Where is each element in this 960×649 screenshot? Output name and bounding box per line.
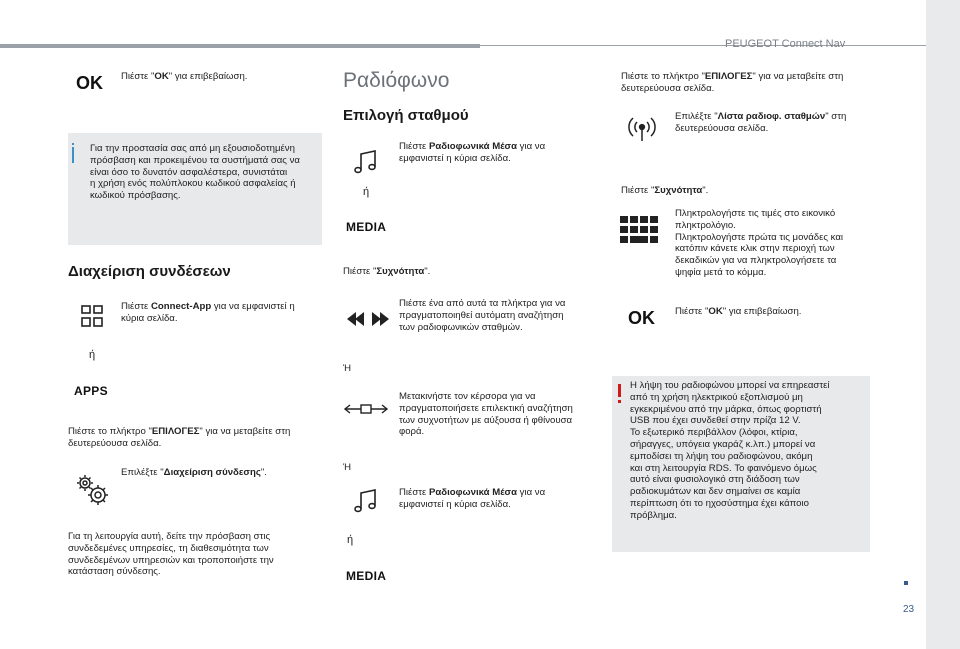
or-text-caps: Ή (343, 363, 352, 374)
manage-connection-instruction: Επιλέξτε "Διαχείριση σύνδεσης". (121, 467, 267, 478)
media-button-label: MEDIA (346, 569, 387, 583)
warning-text: Η λήψη του ραδιοφώνου μπορεί να επηρεαστεί από τη χρήση ηλεκτρικού εξοπλισμού μη εγκεκριμένου από την μάρκα, όπως φορτιστή USB που έχει συνδεθεί στην πρίζα 12 V. Το εξωτερικό περιβάλλον (λόφοι, κτίρια, σήραγγες, υπόγεια γκαράζ κ.λπ.) μπορεί να εμποδίσει τη λήψη του ραδιοφώνου, ακόμη και στη λειτουργία RDS. Το φαινόμενο όμως αυτό είναι φυσιολογικό στη διάδοση των ραδιοκυμάτων και δεν σημαίνει σε καμία περίπτωση ότι το ηχοσύστημα έχει κάποιο πρόβλημα. (630, 380, 830, 521)
media-button-label: MEDIA (346, 220, 387, 234)
header-rule-thin (480, 45, 926, 46)
ok-instruction-2: Πιέστε "OK" για επιβεβαίωση. (675, 306, 802, 317)
radio-media-instruction: Πιέστε Ραδιοφωνικά Μέσα για να εμφανιστεί η κύρια σελίδα. (399, 141, 546, 164)
ok-button-icon: OK (628, 308, 655, 328)
gear-settings-icon (72, 472, 112, 508)
music-note-icon (353, 148, 379, 176)
or-text: ή (89, 349, 96, 361)
or-text: ή (347, 534, 354, 546)
slider-cursor-icon (343, 402, 389, 416)
seek-arrows-icon (347, 310, 389, 328)
info-text: Για την προστασία σας από μη εξουσιοδοτημένη πρόσβαση και προκειμένου τα συστήματά σας να είναι όσο το δυνατόν ασφαλέστερα, συνιστάται η χρήση ενός πολύπλοκου κωδικού ασφαλείας ή κωδικού πρόσβασης. (90, 143, 300, 202)
or-text: ή (363, 186, 370, 198)
seek-instruction: Πιέστε ένα από αυτά τα πλήκτρα για να πραγματοποιηθεί αυτόματη αναζήτηση των ραδιοφωνικών σταθμών. (399, 298, 566, 333)
grid-apps-icon (80, 304, 104, 328)
section-title-station: Επιλογή σταθμού (343, 107, 469, 124)
warning-icon-dot (618, 400, 621, 403)
chapter-title-radio: Ραδιόφωνο (343, 69, 450, 92)
radio-media-instruction-2: Πιέστε Ραδιοφωνικά Μέσα για να εμφανιστεί η κύρια σελίδα. (399, 487, 546, 510)
frequency-instruction: Πιέστε "Συχνότητα". (343, 266, 431, 277)
info-icon-dot (72, 143, 74, 145)
header-rule-thick (0, 44, 480, 48)
ok-button-icon: OK (76, 73, 103, 93)
connect-app-instruction: Πιέστε Connect-App για να εμφανιστεί η κύρια σελίδα. (121, 301, 295, 324)
info-icon (72, 147, 74, 163)
warning-box (612, 376, 870, 552)
radio-antenna-icon (626, 113, 658, 143)
connections-description: Για τη λειτουργία αυτή, δείτε την πρόσβαση στις συνδεδεμένες υπηρεσίες, τη διαθεσιμότητα των συνδεδεμένων υπηρεσιών και τροποποιήστε την κατάσταση σύνδεσης. (68, 531, 274, 578)
page-marker (904, 581, 908, 585)
page-number: 23 (903, 604, 915, 615)
info-box (68, 133, 322, 245)
frequency-instruction-2: Πιέστε "Συχνότητα". (621, 185, 709, 196)
music-note-icon (353, 487, 379, 515)
station-list-instruction: Επιλέξτε "Λίστα ραδιοφ. σταθμών" στη δευτερεύουσα σελίδα. (675, 111, 847, 134)
keypad-icon (620, 216, 660, 244)
apps-button-label: APPS (74, 384, 108, 398)
keypad-instruction: Πληκτρολογήστε τις τιμές στο εικονικό πληκτρολόγιο. Πληκτρολογήστε πρώτα τις μονάδες και κατόπιν κάνετε κλικ στην περιοχή των δεκαδικών για να πληκτρολογήσετε τα ψηφία μετά το κόμμα. (675, 208, 844, 278)
options-instruction: Πιέστε το πλήκτρο "ΕΠΙΛΟΓΕΣ" για να μεταβείτε στη δευτερεύουσα σελίδα. (68, 426, 291, 449)
section-title-connections: Διαχείριση συνδέσεων (68, 263, 231, 280)
running-header: PEUGEOT Connect Nav (725, 38, 846, 50)
ok-instruction: Πιέστε "OK" για επιβεβαίωση. (121, 71, 248, 82)
warning-icon (618, 384, 621, 397)
or-text-caps: Ή (343, 462, 352, 473)
options-instruction-2: Πιέστε το πλήκτρο "ΕΠΙΛΟΓΕΣ" για να μεταβείτε στη δευτερεύουσα σελίδα. (621, 71, 844, 94)
slider-instruction: Μετακινήστε τον κέρσορα για να πραγματοποιήσετε επιλεκτική αναζήτηση των συχνοτήτων με αύξουσα ή φθίνουσα φορά. (399, 391, 573, 438)
page-edge-strip (926, 0, 960, 649)
